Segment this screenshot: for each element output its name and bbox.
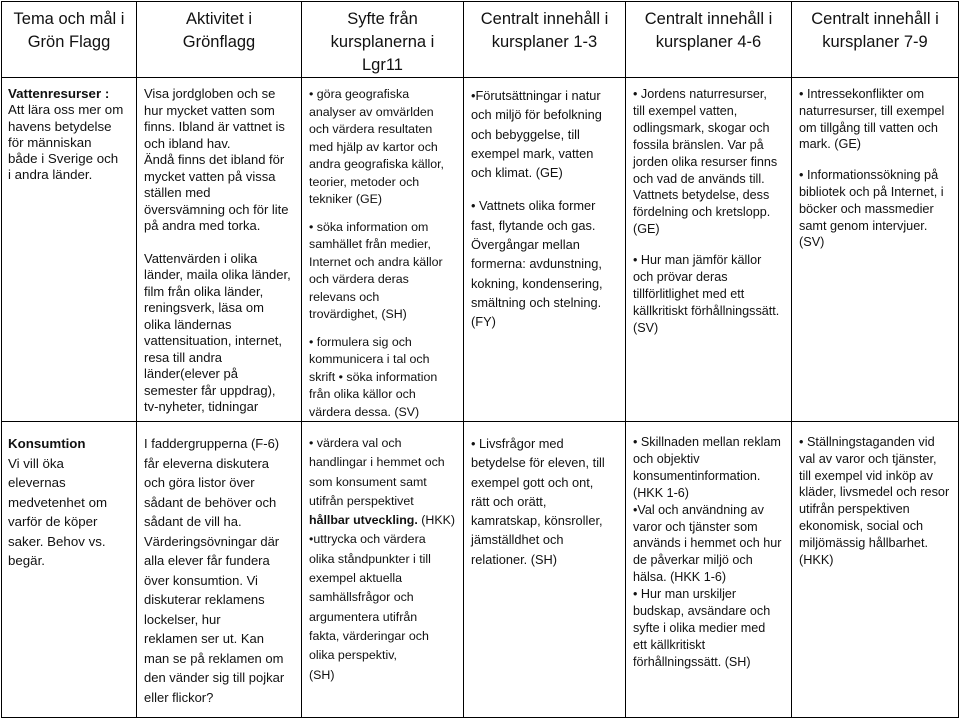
text-line: • Ställningstaganden vid (799, 435, 935, 449)
text-line: (SH) (309, 667, 335, 682)
text-line: formerna: avdunstning, (471, 256, 602, 272)
text-line: olika ståndpunkter i till (309, 551, 431, 566)
table-row-vattenresurser (2, 78, 959, 422)
text-line: fakta, värderingar och (309, 628, 429, 643)
text-line: samt genom intervjuer. (799, 218, 928, 233)
text-block (309, 219, 459, 324)
header-line: kursplanerna i (330, 33, 435, 51)
text-line: fossila bränslen. Var på (633, 137, 764, 152)
text-line: för människan (8, 134, 92, 150)
text-line: jämställdhet och (471, 532, 564, 548)
purpose-bold-line: hållbar utveckling. (HKK) (309, 513, 455, 528)
text-line: •Val och användning av (633, 502, 764, 517)
text-line: olika perspektiv, (309, 648, 397, 663)
header-row (2, 2, 959, 78)
text-line: och prövar deras (633, 270, 728, 285)
header-content-7-9 (792, 2, 959, 78)
header-content-4-6 (626, 2, 792, 78)
text-line: sådant de vill ha. (144, 514, 242, 529)
text-line: argumentera utifrån (309, 609, 418, 624)
text-line: semester får uppdrag), (144, 382, 276, 398)
text-line: odlingsmark, skogar och (633, 120, 770, 135)
text-line: • Hur man urskiljer (633, 587, 737, 602)
text-line: havens betydelse (8, 118, 112, 134)
text-line: om tillgång till vatten och (799, 120, 938, 135)
text-line: får eleverna diskutera (144, 455, 270, 471)
text-line: översvämning och för lite (144, 201, 289, 217)
text-block (633, 86, 787, 238)
text-line: analyser av omvärlden (309, 104, 434, 119)
text-line: val av varor och tjänster, (799, 451, 937, 466)
text-line: och värdera resultaten (309, 122, 433, 136)
content-4-6-cell (626, 422, 792, 718)
content-1-3-cell (464, 78, 626, 422)
text-line: • Skillnaden mellan reklam (633, 435, 781, 449)
header-activity (137, 2, 302, 78)
text-line: exempel gott och ont, (471, 474, 594, 490)
text-line: syfte i olika medier med (633, 620, 766, 635)
text-line: vattensituation, internet, (144, 333, 283, 348)
text-line: från olika källor och (309, 387, 416, 401)
header-line: Centralt innehåll i (644, 10, 773, 28)
text-line: (SV) (633, 320, 659, 335)
text-block (144, 434, 297, 707)
header-purpose (302, 2, 464, 78)
text-line: mark. (GE) (799, 137, 862, 152)
text-line: miljömässig hållbarhet. (799, 535, 929, 550)
text-line: tv-nyheter, tidningar (144, 399, 259, 414)
text-line: man se på reklamen om (144, 650, 284, 666)
purpose-cell (302, 422, 464, 718)
text-line: och ibland hav. (144, 135, 231, 151)
text-line: och värdera deras (309, 272, 409, 286)
text-block (471, 86, 621, 182)
text-block (309, 86, 459, 209)
text-line: • värdera val och (309, 436, 402, 450)
text-line: elevernas (8, 475, 66, 490)
text-line: till exempel vid inköp av (799, 468, 933, 483)
text-line: Internet och andra källor (309, 254, 443, 269)
text-line: tillförlitlighet med ett (633, 286, 745, 301)
text-line: mycket vatten på vissa (144, 168, 276, 184)
header-line: kursplaner 7-9 (822, 33, 928, 51)
text-line: kläder, livsmedel och resor (799, 485, 950, 500)
purpose-cell (302, 78, 464, 422)
text-block (144, 251, 297, 416)
text-line: används i hemmet och hur (633, 536, 782, 551)
text-line: • göra geografiska (309, 87, 410, 101)
text-line: och vad de används till. (633, 171, 765, 186)
text-line: • Hur man jämför källor (633, 253, 762, 268)
text-line: Värderingsövningar där (144, 533, 280, 549)
text-line: eller flickor? (144, 689, 214, 705)
text-line: samhällsfrågor och (309, 590, 414, 605)
text-line: finns. Ibland är vattnet is (144, 119, 285, 134)
text-block (309, 530, 459, 684)
activity-cell (137, 78, 302, 422)
text-block (633, 434, 787, 671)
text-line: teorier, metoder och (309, 174, 420, 189)
text-line: med hjälp av kartor och (309, 139, 438, 154)
text-line: • Livsfrågor med (471, 436, 564, 451)
text-line: saker. Behov vs. (8, 533, 106, 549)
text-line: länder, maila olika länder, (144, 267, 291, 282)
text-line: kommunicera i tal och (309, 352, 430, 366)
text-line: Vi vill öka (8, 455, 64, 471)
theme-title: Vattenresurser : (8, 86, 110, 101)
text-line: Övergångar mellan (471, 237, 580, 253)
header-line: kursplaner 1-3 (491, 33, 598, 51)
content-1-3-cell (464, 422, 626, 718)
text-line: fördelning och kretslopp. (633, 205, 771, 220)
text-line: böcker och massmedier (799, 201, 934, 216)
header-line: Centralt innehåll i (480, 10, 609, 28)
text-line: Vattnets betydelse, dess (633, 188, 770, 203)
text-block (309, 434, 459, 511)
text-line: jorden olika resurser finns (633, 154, 778, 169)
text-line: reklamen ser ut. Kan (144, 631, 264, 646)
text-line: på andra med torka. (144, 218, 261, 233)
text-line: hur mycket vatten som (144, 102, 275, 118)
activity-cell (137, 422, 302, 718)
text-line: • formulera sig och (309, 334, 412, 349)
text-line: utifrån perspektivet (309, 493, 414, 508)
text-line: skrift • söka information (309, 369, 438, 384)
text-line: källkritiskt förhållningssätt. (633, 303, 780, 318)
text-line: och bebyggelse, till (471, 126, 580, 142)
text-line: i andra länder. (8, 167, 93, 183)
text-block (799, 167, 954, 251)
text-line: ekonomisk, social och (799, 518, 924, 533)
text-line: förhållningssätt. (SH) (633, 654, 751, 669)
text-line: ställen med (144, 185, 211, 200)
text-line: samhället från medier, (309, 237, 431, 251)
text-line: •Förutsättningar i natur (471, 88, 601, 103)
text-block (309, 334, 459, 422)
text-line: länder(elever på (144, 366, 238, 381)
text-line: (FY) (471, 314, 496, 330)
text-line: Ändå finns det ibland för (144, 152, 285, 167)
content-7-9-cell (792, 78, 959, 422)
text-line: och miljö för befolkning (471, 107, 602, 123)
text-line: och klimat. (GE) (471, 165, 563, 181)
header-line: Centralt innehåll i (811, 10, 939, 28)
text-line: över konsumtion. Vi (144, 572, 258, 588)
text-line: • Intressekonflikter om (799, 87, 925, 101)
text-line: och objektiv (633, 451, 700, 466)
text-line: till exempel vatten, (633, 103, 738, 118)
text-line: både i Sverige och (8, 151, 119, 167)
text-line: alla elever får fundera (144, 553, 270, 568)
text-line: Vattenvärden i olika (144, 250, 258, 266)
text-block (633, 252, 787, 337)
text-line: trovärdighet, (SH) (309, 307, 407, 321)
table-row-konsumtion (2, 422, 959, 718)
text-line: (HKK) (799, 552, 834, 567)
text-line: och göra listor över (144, 475, 255, 490)
header-line: Grönflagg (182, 33, 256, 51)
theme-cell (2, 422, 137, 718)
text-line: diskuterar reklamens (144, 592, 265, 607)
text-block (799, 434, 954, 568)
text-line: exempel aktuella (309, 571, 402, 586)
text-line: budskap, avsändare och (633, 604, 771, 619)
header-line: Lgr11 (362, 56, 403, 74)
text-line: de påverkar miljö och (633, 553, 753, 568)
content-7-9-cell (792, 422, 959, 718)
text-line: utifrån perspektiven (799, 502, 910, 517)
header-line: Aktivitet i (185, 10, 253, 28)
header-line: Syfte från (347, 10, 418, 28)
text-line: kamratskap, könsroller, (471, 513, 603, 529)
text-line: I faddergrupperna (F-6) (144, 436, 280, 451)
text-line: som konsument samt (309, 474, 427, 489)
text-line: kokning, kondensering, (471, 275, 603, 291)
text-line: lockelser, hur (144, 611, 221, 627)
header-line: Tema och mål i (13, 10, 125, 28)
text-block (8, 454, 133, 571)
text-line: (SV) (799, 235, 825, 250)
text-line: (HKK 1-6) (633, 485, 689, 500)
text-block (799, 86, 954, 153)
text-line: naturresurser, till exempel (799, 103, 945, 118)
text-line: konsumentinformation. (633, 468, 761, 483)
text-line: • Informationssökning på (799, 168, 939, 183)
text-line: sådant de behöver och (144, 494, 277, 510)
text-line: varför de köper (8, 514, 98, 529)
text-line: • Jordens naturresurser, (633, 87, 767, 101)
text-line: (GE) (633, 222, 660, 237)
text-line: •uttrycka och värdera (309, 532, 426, 547)
curriculum-table (1, 1, 959, 718)
text-line: relationer. (SH) (471, 551, 558, 567)
text-block (471, 196, 621, 331)
text-line: rätt och orätt, (471, 493, 547, 509)
text-line: medvetenhet om (8, 494, 108, 510)
text-line: resa till andra (144, 349, 223, 365)
text-line: handlingar i hemmet och (309, 455, 445, 470)
text-line: film från olika länder, (144, 283, 264, 299)
text-line: varor och tjänster som (633, 519, 758, 534)
text-line: värdera dessa. (SV) (309, 404, 420, 419)
text-line: olika ländernas (144, 316, 232, 332)
header-line: kursplaner 4-6 (655, 33, 762, 51)
header-theme (2, 2, 137, 78)
theme-cell (2, 78, 137, 422)
text-line: hälsa. (HKK 1-6) (633, 570, 727, 585)
text-block (471, 434, 621, 569)
text-block (144, 86, 297, 235)
header-content-1-3 (464, 2, 626, 78)
text-line: • Vattnets olika former (471, 198, 596, 214)
text-line: exempel mark, vatten (471, 145, 594, 161)
text-line: den vänder sig till pojkar (144, 670, 285, 685)
text-block (8, 102, 133, 183)
text-line: Visa jordgloben och se (144, 86, 276, 101)
text-line: betydelse för eleven, till (471, 455, 605, 471)
header-line: Grön Flagg (27, 33, 111, 51)
text-line: fast, flytande och gas. (471, 217, 596, 233)
text-line: andra geografiska källor, (309, 157, 445, 171)
text-line: relevans och (309, 289, 380, 304)
text-line: smältning och stelning. (471, 294, 602, 310)
text-line: tekniker (GE) (309, 192, 382, 206)
text-line: bibliotek och på Internet, i (799, 184, 944, 199)
text-line: • söka information om (309, 219, 429, 234)
text-line: reningsverk, läsa om (144, 300, 264, 315)
text-line: Att lära oss mer om (8, 102, 124, 118)
theme-title: Konsumtion (8, 436, 86, 451)
text-line: ett källkritiskt (633, 637, 706, 652)
text-line: begär. (8, 553, 45, 568)
content-4-6-cell (626, 78, 792, 422)
